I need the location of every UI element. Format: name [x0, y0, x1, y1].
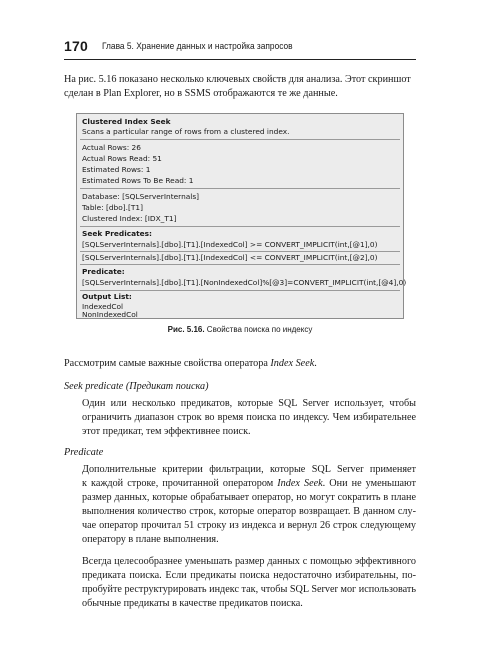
figure-seek-predicates-label: Seek Predicates:: [82, 229, 153, 238]
figure-divider: [80, 188, 400, 189]
figure-stat-row: Estimated Rows To Be Read: 1: [82, 176, 194, 185]
paragraph-line: обычные предикаты в качестве предикатов поиска.: [82, 598, 303, 609]
figure-stat-row: Actual Rows Read: 51: [82, 154, 162, 163]
chapter-title: Глава 5. Хранение данных и настройка запросов: [102, 41, 293, 52]
figure-caption-text: Свойства поиска по индексу: [204, 325, 313, 334]
figure-divider: [80, 139, 400, 140]
figure-stat-row: Estimated Rows: 1: [82, 165, 151, 174]
definition-line: оператору в плане выполнения.: [82, 534, 219, 545]
term-predicate: Predicate: [64, 447, 104, 458]
figure-divider: [80, 264, 400, 265]
figure-divider: [80, 226, 400, 227]
definition-line: Один или несколько предикатов, которые SQL Server использует, чтобы: [82, 398, 416, 409]
figure-object-row: Table: [dbo].[T1]: [82, 203, 143, 212]
figure-seek-predicate-row: [SQLServerInternals].[dbo].[T1].[IndexedCol] >= CONVERT_IMPLICIT(int,[@1],0): [82, 240, 378, 249]
figure-seek-predicate-row: [SQLServerInternals].[dbo].[T1].[IndexedCol] <= CONVERT_IMPLICIT(int,[@2],0): [82, 253, 378, 262]
page-number: 170: [64, 38, 88, 54]
intro-line-1: На рис. 5.16 показано несколько ключевых свойств для анализа. Этот скриншот: [64, 74, 411, 85]
figure-divider: [80, 290, 400, 291]
intro-line-2: сделан в Plan Explorer, но в SSMS отображаются те же данные.: [64, 88, 338, 99]
figure-caption-label: Рис. 5.16.: [167, 325, 205, 334]
paragraph-line: предиката поиска. Если предикаты поиска недостаточно избирательны, по-: [82, 570, 416, 581]
figure-operator-title: Clustered Index Seek: [82, 117, 171, 126]
intro-paragraph: [64, 73, 416, 101]
term-seek-predicate: Seek predicate (Предикат поиска): [64, 381, 209, 392]
body-paragraph: [64, 357, 416, 371]
body-text: Рассмотрим самые важные свойства оператора: [64, 358, 271, 369]
definition-seek-predicate: [82, 397, 416, 439]
body-line: [64, 357, 416, 371]
figure-object-row: Clustered Index: [IDX_T1]: [82, 214, 177, 223]
definition-line: [82, 477, 416, 491]
definition-predicate: [82, 463, 416, 547]
definition-text: . Они не уменьшают: [322, 478, 416, 489]
definition-line: выполнения количество строк, которые оператор возвращает. В данном слу-: [82, 506, 416, 517]
figure-output-row: NonIndexedCol: [82, 310, 138, 319]
header-rule: [64, 59, 416, 60]
running-header: [64, 38, 416, 60]
operator-name: Index Seek: [277, 478, 323, 489]
definition-line: ограничить диапазон строк во время поиска по индексу. Чем избирательнее: [82, 412, 416, 423]
paragraph-line: Всегда целесообразнее уменьшать размер данных с помощью эффективного: [82, 556, 416, 567]
definition-line: размер данных, которые обрабатывает оператор, но могут сократить в плане: [82, 492, 416, 503]
figure-stat-row: Actual Rows: 26: [82, 143, 141, 152]
figure-caption: [0, 325, 480, 334]
paragraph-line: пробуйте реструктурировать индекс так, чтобы SQL Server мог использовать: [82, 584, 416, 595]
figure-predicate-label: Predicate:: [82, 267, 125, 276]
figure-output-list-label: Output List:: [82, 292, 132, 301]
figure-operator-description: Scans a particular range of rows from a clustered index.: [82, 127, 290, 136]
figure-object-row: Database: [SQLServerInternals]: [82, 192, 200, 201]
figure-divider: [80, 251, 400, 252]
definition-line: Дополнительные критерии фильтрации, которые SQL Server применяет: [82, 464, 416, 475]
definition-line: чае оператор прочитал 51 строку из индекса и вернул 26 строк следующему: [82, 520, 416, 531]
definition-text: к каждой строке, прочитанной оператором: [82, 478, 278, 489]
body-text: .: [314, 358, 317, 369]
figure-output-row: IndexedCol: [82, 302, 124, 311]
figure-predicate-row: [SQLServerInternals].[dbo].[T1].[NonIndexedCol]%[@3]=CONVERT_IMPLICIT(int,[@4],0): [82, 278, 407, 287]
figure-properties-panel: [76, 113, 407, 319]
final-paragraph: [82, 555, 416, 611]
definition-line: этот предикат, тем эффективнее поиск.: [82, 426, 251, 437]
operator-name: Index Seek: [270, 358, 315, 369]
